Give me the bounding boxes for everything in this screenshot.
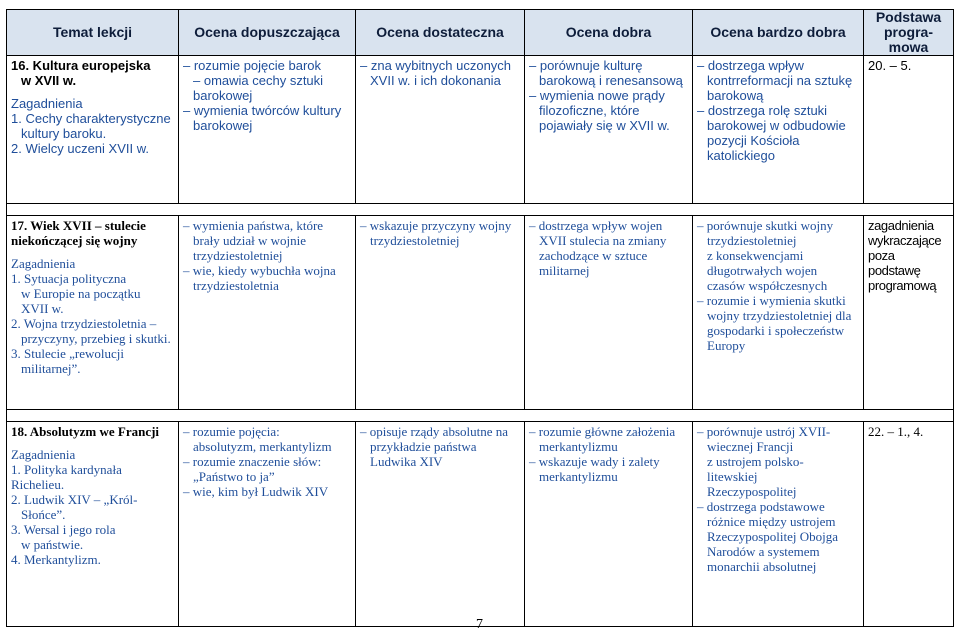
podstawa-cell: 22. – 1., 4.	[864, 422, 954, 627]
row-separator	[7, 204, 954, 216]
topic-cell: 18. Absolutyzm we Francji Zagadnienia 1. Polityka kardynała Richelieu. 2. Ludwik XIV – „Król- Słońce”. 3. Wersal i jego rola w państwie. 4. Merkantylizm.	[7, 422, 179, 627]
dobra-cell: – porównuje kulturę barokową i renesansową – wymienia nowe prądy filozoficzne, które pojawiały się w XVII w.	[525, 56, 693, 204]
dostateczna-cell: – zna wybitnych uczonych XVII w. i ich dokonania	[356, 56, 525, 204]
bardzo-dobra-cell: – porównuje skutki wojny trzydziestoletniej z konsekwencjami długotrwałych wojen czasów współczesnych – rozumie i wymienia skutki wojny trzydziestoletniej dla gospodarki i społeczeństw Europy	[693, 216, 864, 410]
lesson-row-18	[7, 422, 954, 627]
bardzo-dobra-cell: – porównuje ustrój XVII- wiecznej Francji z ustrojem polsko- litewskiej Rzeczypospolitej – dostrzega podstawowe różnice między ustrojem Rzeczypospolitej Obojga Narodów a systemem monarchii absolutnej	[693, 422, 864, 627]
row-separator	[7, 410, 954, 422]
topic-cell: 16. Kultura europejska w XVII w. Zagadnienia 1. Cechy charakterystyczne kultury baroku. 2. Wielcy uczeni XVII w.	[7, 56, 179, 204]
dobra-cell: – rozumie główne założenia merkantylizmu – wskazuje wady i zalety merkantylizmu	[525, 422, 693, 627]
lesson-row-16	[7, 56, 954, 204]
podstawa-cell: 20. – 5.	[864, 56, 954, 204]
header-dobra: Ocena dobra	[525, 10, 693, 56]
dopuszczajaca-cell: – rozumie pojęcia: absolutyzm, merkantylizm – rozumie znaczenie słów: „Państwo to ja” – wie, kim był Ludwik XIV	[179, 422, 356, 627]
topic-cell: 17. Wiek XVII – stulecie niekończącej się wojny Zagadnienia 1. Sytuacja polityczna w Europie na początku XVII w. 2. Wojna trzydziestoletnia – przyczyny, przebieg i skutki. 3. Stulecie „rewolucji militarnej”.	[7, 216, 179, 410]
dostateczna-cell: – wskazuje przyczyny wojny trzydziestoletniej	[356, 216, 525, 410]
lesson-row-17	[7, 216, 954, 410]
dobra-cell: – dostrzega wpływ wojen XVII stulecia na zmiany zachodzące w sztuce militarnej	[525, 216, 693, 410]
header-dopuszczajaca: Ocena dopuszczająca	[179, 10, 356, 56]
lesson-plan-table	[6, 9, 954, 627]
podstawa-cell: zagadnienia wykraczające poza podstawę programową	[864, 216, 954, 410]
header-row	[7, 10, 954, 56]
header-bardzo-dobra: Ocena bardzo dobra	[693, 10, 864, 56]
header-podstawa: Podstawa progra- mowa	[864, 10, 954, 56]
dopuszczajaca-cell: – rozumie pojęcie barok – omawia cechy sztuki barokowej – wymienia twórców kultury barokowej	[179, 56, 356, 204]
page-number: 7	[476, 617, 483, 632]
dopuszczajaca-cell: – wymienia państwa, które brały udział w wojnie trzydziestoletniej – wie, kiedy wybuchła wojna trzydziestoletnia	[179, 216, 356, 410]
bardzo-dobra-cell: – dostrzega wpływ kontrreformacji na sztukę barokową – dostrzega rolę sztuki barokowej w odbudowie pozycji Kościoła katolickiego	[693, 56, 864, 204]
header-dostateczna: Ocena dostateczna	[356, 10, 525, 56]
header-topic: Temat lekcji	[7, 10, 179, 56]
dostateczna-cell: – opisuje rządy absolutne na przykładzie państwa Ludwika XIV	[356, 422, 525, 627]
